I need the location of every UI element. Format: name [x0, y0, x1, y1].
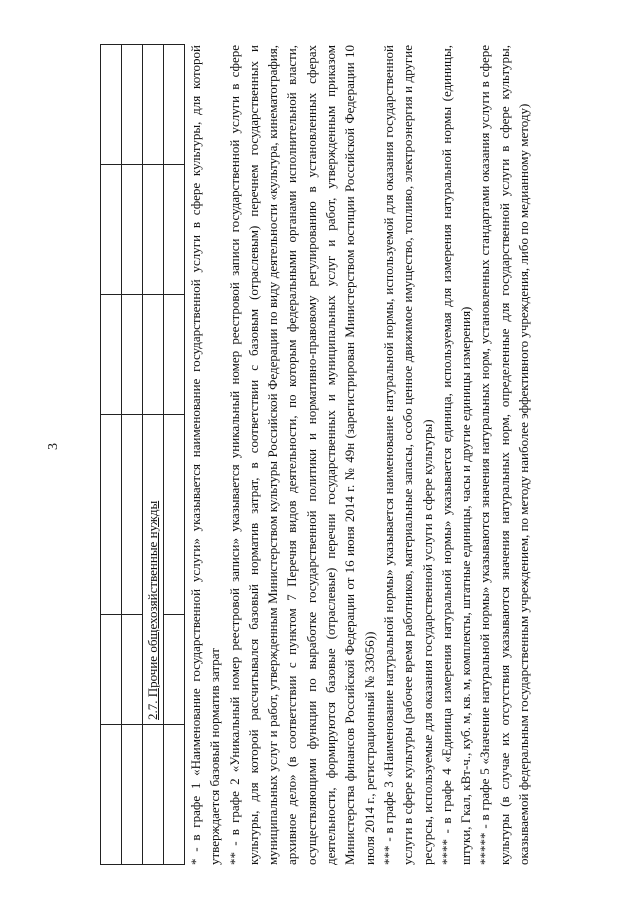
table-cell	[122, 415, 143, 615]
table-cell	[164, 415, 185, 615]
table-cell	[122, 45, 143, 165]
table-cell	[122, 725, 143, 865]
footnotes	[186, 45, 533, 865]
page-number: 3	[46, 443, 61, 450]
footnote-3: *** - в графе 3 «Наименование натуральной нормы» указывается наименование натуральной нормы, используемой для оказания государственной услуги в сфере культуры (рабочее время работников, материальные запасы, особо ценное движимое имущество, топливо, электроэнергия и другие ресурсы, используемые для оказания государственной услуги в сфере культуры)	[380, 45, 435, 865]
table-cell	[164, 615, 185, 725]
table-row	[122, 45, 143, 865]
table-cell	[164, 725, 185, 865]
table-cell	[164, 295, 185, 415]
norms-table	[100, 44, 185, 865]
table-cell	[122, 295, 143, 415]
row-label: 2.7. Прочие общехозяйственные нужды	[143, 415, 164, 725]
table-cell	[164, 165, 185, 295]
table-row	[101, 45, 122, 865]
footnote-1: * - в графе 1 «Наименование государственной услуги» указывается наименование государственной услуги в сфере культуры, для которой утверждается базовый норматив затрат	[188, 45, 223, 865]
table-cell	[101, 295, 122, 415]
table-cell	[101, 615, 122, 725]
table-row	[164, 45, 185, 865]
table-cell	[143, 295, 164, 415]
footnote-2: ** - в графе 2 «Уникальный номер реестровой записи» указывается уникальный номер реестровой записи государственной услуги в сфере культуры, для которой рассчитывался базовый норматив затрат, в соответствии с базовым (отраслевым) перечнем государственных и муниципальных услуг и работ, утвержденным Министерством культуры Российской Федерации по виду деятельности «культура, кинематография, архивное дело» (в соответствии с пунктом 7 Перечня видов деятельности, по которым федеральными органами исполнительной власти, осуществляющими функции по выработке государственной политики и нормативно-правовому регулированию в установленных сферах деятельности, формируются базовые (отраслевые) перечни государственных и муниципальных услуг и работ, утвержденным приказом Министерства финансов Российской Федерации от 16 июня 2014 г. № 49н (зарегистрирован Министерством юстиции Российской Федерации 10 июля 2014 г., регистрационный № 33056))	[226, 45, 377, 865]
table-cell	[101, 415, 122, 615]
table-cell	[101, 165, 122, 295]
table-row	[143, 45, 164, 865]
table-cell	[143, 45, 164, 165]
table-cell	[143, 725, 164, 865]
table-cell	[122, 615, 143, 725]
table-cell	[101, 45, 122, 165]
footnote-5: ***** - в графе 5 «Значение натуральной нормы» указываются значения натуральных норм, установленных стандартами оказания услуги в сфере культуры (в случае их отсутствия указываются значения натуральных норм, определенные для государственной услуги в сфере культуры, оказываемой федеральным государственным учреждением, по методу наиболее эффективного учреждения, либо по медианному методу)	[477, 45, 532, 865]
footnote-4: **** - в графе 4 «Единица измерения натуральной нормы» указывается единица, используемая для измерения натуральной нормы (единицы, штуки, Гкал, кВт-ч., куб. м, кв. м, комплекты, штатные единицы, часы и другие единицы измерения)	[438, 45, 474, 865]
table-cell	[164, 45, 185, 165]
table-cell	[143, 165, 164, 295]
table-cell	[101, 725, 122, 865]
rotated-content	[100, 45, 570, 865]
table-cell	[122, 165, 143, 295]
